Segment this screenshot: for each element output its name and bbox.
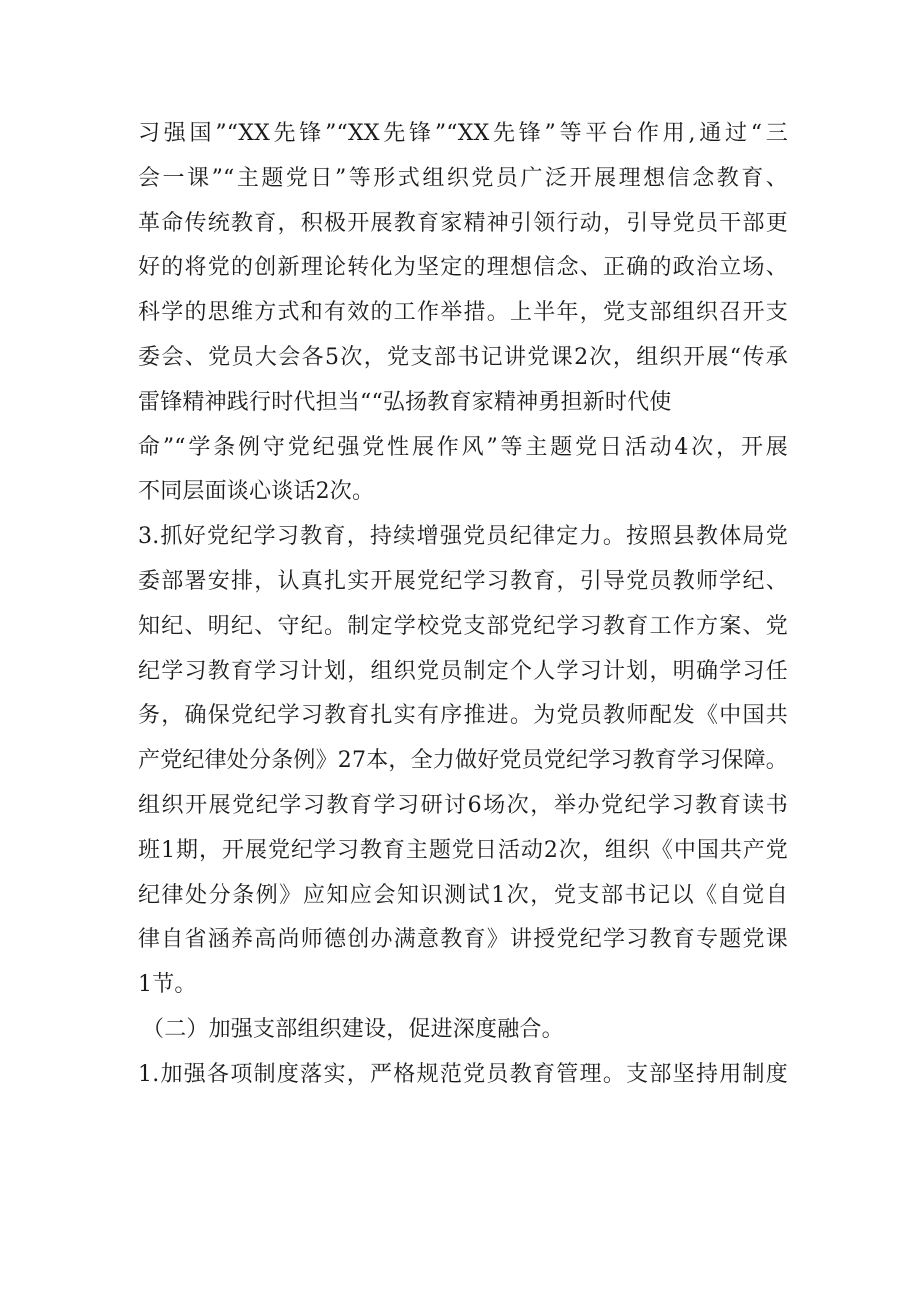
text-line-11: 委部署安排，认真扎实开展党纪学习教育，引导党员教师学纪、 bbox=[138, 568, 788, 594]
document-body bbox=[138, 112, 788, 1098]
text-line-2: 会一课”“主题党日”等形式组织党员广泛开展理想信念教育、 bbox=[138, 165, 788, 191]
text-line-7: 雷锋精神践行时代担当““弘扬教育家精神勇担新时代使 bbox=[138, 389, 672, 415]
text-line-20: 1节。 bbox=[138, 972, 197, 998]
text-line-5: 科学的思维方式和有效的工作举措。上半年，党支部组织召开支 bbox=[138, 300, 788, 326]
text-line-14: 务，确保党纪学习教育扎实有序推进。为党员教师配发《中国共 bbox=[138, 703, 788, 729]
section-item-3: 3.抓好党纪学习教育，持续增强党员纪律定力。按照县教体局党 bbox=[138, 524, 788, 550]
text-line-1: 习强国”“XX先锋”“XX先锋”“XX先锋”等平台作用,通过“三 bbox=[138, 121, 788, 146]
text-line-3: 革命传统教育，积极开展教育家精神引领行动，引导党员干部更 bbox=[138, 210, 788, 236]
text-line-13: 纪学习教育学习计划，组织党员制定个人学习计划，明确学习任 bbox=[138, 658, 788, 684]
text-line-18: 纪律处分条例》应知应会知识测试1次，党支部书记以《自觉自 bbox=[138, 882, 788, 908]
text-line-9: 不同层面谈心谈话2次。 bbox=[138, 479, 375, 505]
text-line-15: 产党纪律处分条例》27本，全力做好党员党纪学习教育学习保障。 bbox=[138, 748, 788, 774]
text-line-19: 律自省涵养高尚师德创办满意教育》讲授党纪学习教育专题党课 bbox=[138, 927, 788, 953]
text-line-4: 好的将党的创新理论转化为坚定的理想信念、正确的政治立场、 bbox=[138, 255, 788, 281]
text-line-17: 班1期，开展党纪学习教育主题党日活动2次，组织《中国共产党 bbox=[138, 837, 788, 863]
text-line-8: 命”“学条例守党纪强党性展作风”等主题党日活动4次，开展 bbox=[138, 434, 788, 460]
section-item-1: 1.加强各项制度落实，严格规范党员教育管理。支部坚持用制度 bbox=[138, 1061, 788, 1087]
text-line-16: 组织开展党纪学习教育学习研讨6场次，举办党纪学习教育读书 bbox=[138, 792, 788, 818]
text-line-6: 委会、党员大会各5次，党支部书记讲党课2次，组织开展“传承 bbox=[138, 344, 788, 370]
section-heading-2: （二）加强支部组织建设，促进深度融合。 bbox=[142, 1016, 564, 1042]
text-line-12: 知纪、明纪、守纪。制定学校党支部党纪学习教育工作方案、党 bbox=[138, 613, 788, 639]
